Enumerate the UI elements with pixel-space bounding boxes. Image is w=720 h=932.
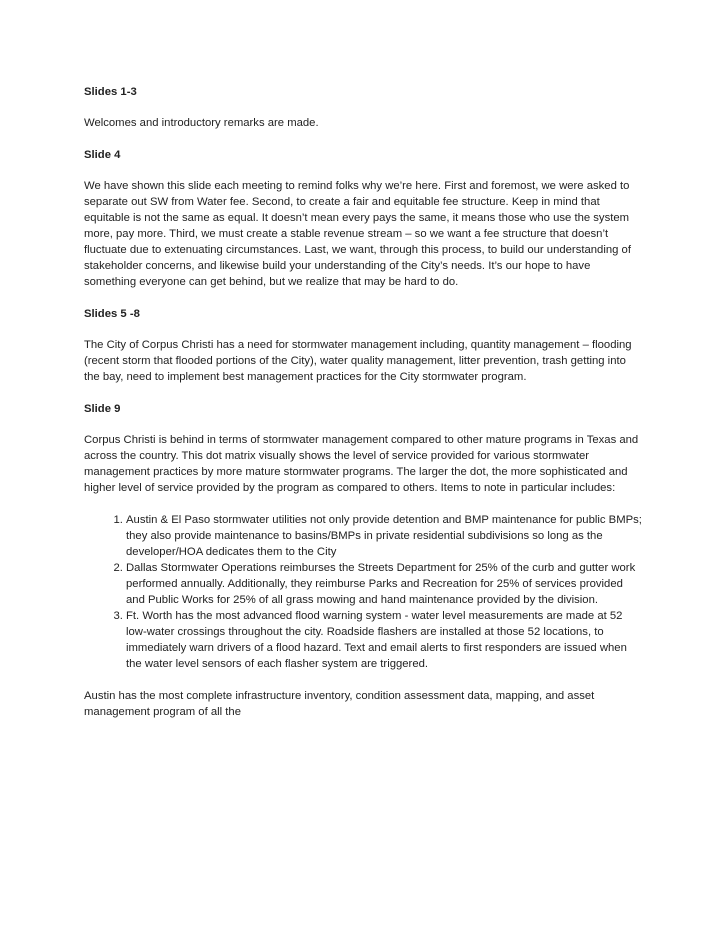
section-slides-5-8 [84,306,644,385]
section-paragraph: Corpus Christi is behind in terms of stormwater management compared to other mature programs in Texas and across the country. This dot matrix visually shows the level of service provided for various stormwater management practices by more mature stormwater programs. The larger the dot, the more sophisticated and higher level of service provided by the program as compared to others. Items to note in particular includes: [84,434,639,494]
section-slide-4 [84,147,644,290]
document-page [84,84,644,736]
section-heading: Slide 9 [84,403,121,415]
section-heading: Slide 4 [84,149,121,161]
section-heading: Slides 1-3 [84,86,137,98]
section-slide-9 [84,401,644,720]
list-item: 2. Dallas Stormwater Operations reimburses the Streets Department for 25% of the curb and gutter work performed annually. Additionally, they reimburse Parks and Recreation for 25% of services provided and Public Works for 25% of all grass mowing and hand maintenance provided by the division. [126,560,644,608]
list-item: 1. Austin & El Paso stormwater utilities not only provide detention and BMP maintenance for public BMPs; they also provide maintenance to basins/BMPs in private residential subdivisions so long as the developer/HOA dedicates them to the City [126,512,644,560]
section-paragraph: We have shown this slide each meeting to remind folks why we’re here. First and foremost, we were asked to separate out SW from Water fee. Second, to create a fair and equitable fee structure. Keep in mind that equitable is not the same as equal. It doesn’t mean every pays the same, it means those who use the system more, pay more. Third, we must create a stable revenue stream – so we want a fee structure that doesn’t fluctuate due to extenuating circumstances. Last, we want, through this process, to build our understanding of stakeholder concerns, and likewise build your understanding of the City’s needs. It’s our hope to have something everyone can get behind, but we realize that may be hard to do. [84,180,631,288]
closing-paragraph: Austin has the most complete infrastructure inventory, condition assessment data, mapping, and asset management program of all the [84,690,595,718]
list-item: 3. Ft. Worth has the most advanced flood warning system - water level measurements are made at 52 low-water crossings throughout the city. Roadside flashers are installed at those 52 locations, to immediately warn drivers of a flood hazard. Text and email alerts to first responders are issued when the water level sensors of each flasher system are triggered. [126,608,644,672]
section-slides-1-3 [84,84,644,131]
section-paragraph: The City of Corpus Christi has a need for stormwater management including, quantity management – flooding (recent storm that flooded portions of the City), water quality management, litter prevention, trash getting into the bay, need to implement best management practices for the City stormwater program. [84,339,632,383]
section-paragraph: Welcomes and introductory remarks are made. [84,117,319,129]
section-heading: Slides 5 -8 [84,308,140,320]
numbered-list [84,512,644,672]
